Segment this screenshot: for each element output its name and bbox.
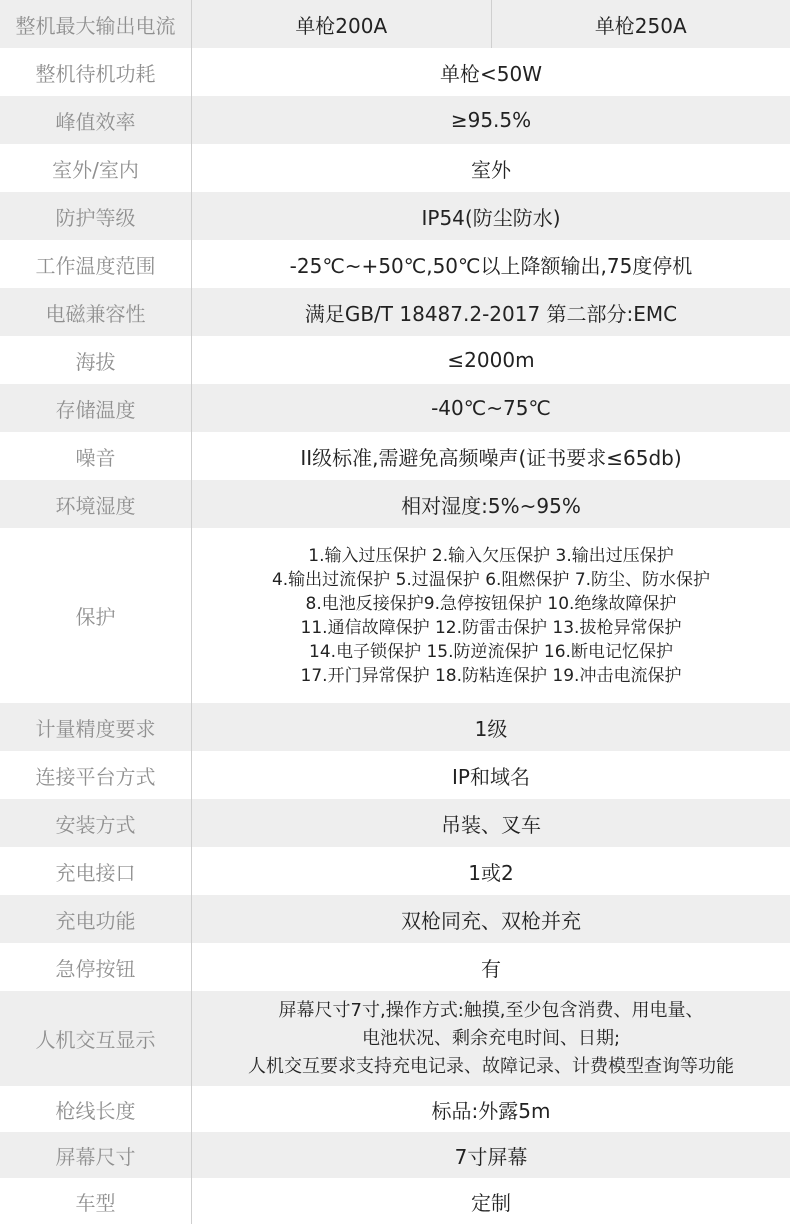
spec-row-operating-temp [0, 240, 790, 288]
spec-value-250a: 单枪250A [491, 0, 790, 48]
spec-label: 连接平台方式 [0, 751, 192, 799]
spec-label: 噪音 [0, 432, 192, 480]
spec-row-emergency-stop [0, 943, 790, 991]
spec-label: 枪线长度 [0, 1086, 192, 1132]
spec-label: 安装方式 [0, 799, 192, 847]
spec-row-hmi-display [0, 991, 790, 1086]
spec-value: 相对湿度:5%~95% [401, 493, 581, 518]
spec-value: ≤2000m [447, 348, 535, 372]
spec-value: 双枪同充、双枪并充 [401, 908, 581, 933]
spec-row-max-current [0, 0, 790, 48]
spec-label: 室外/室内 [0, 144, 192, 192]
spec-value-200a: 单枪200A [295, 13, 388, 38]
spec-label: 保护 [0, 528, 192, 703]
spec-label: 急停按钮 [0, 943, 192, 991]
spec-row-altitude [0, 336, 790, 384]
spec-label: 充电功能 [0, 895, 192, 943]
spec-row-platform-connection [0, 751, 790, 799]
spec-row-cable-length [0, 1086, 790, 1132]
protection-line: 4.输出过流保护 5.过温保护 6.阻燃保护 7.防尘、防水保护 [271, 569, 711, 590]
spec-value: 7寸屏幕 [454, 1144, 528, 1169]
spec-label: 整机待机功耗 [0, 48, 192, 96]
protection-line: 1.输入过压保护 2.输入欠压保护 3.输出过压保护 [308, 545, 674, 566]
spec-row-metering-accuracy [0, 703, 790, 751]
protection-list [272, 544, 710, 688]
hmi-description [248, 997, 734, 1081]
spec-row-noise [0, 432, 790, 480]
spec-value [192, 0, 790, 48]
spec-row-storage-temp [0, 384, 790, 432]
spec-value: 1或2 [468, 860, 514, 885]
spec-label: 人机交互显示 [0, 991, 192, 1086]
protection-line: 11.通信故障保护 12.防雷击保护 13.拔枪异常保护 [300, 617, 682, 638]
spec-value: 满足GB/T 18487.2-2017 第二部分:EMC [304, 301, 678, 326]
spec-row-vehicle-type [0, 1178, 790, 1224]
spec-value: 1级 [474, 716, 508, 741]
spec-row-screen-size [0, 1132, 790, 1178]
spec-value: -25℃~+50℃,50℃以上降额输出,75度停机 [289, 253, 693, 278]
spec-value: 室外 [471, 157, 511, 182]
hmi-line: 屏幕尺寸7寸,操作方式:触摸,至少包含消费、用电量、 [278, 999, 704, 1021]
spec-row-charging-function [0, 895, 790, 943]
spec-value: 定制 [471, 1190, 511, 1215]
spec-value: -40℃~75℃ [431, 396, 551, 420]
spec-label: 车型 [0, 1178, 192, 1224]
protection-line: 14.电子锁保护 15.防逆流保护 16.断电记忆保护 [309, 641, 673, 662]
spec-value [192, 528, 790, 703]
spec-row-charging-port [0, 847, 790, 895]
spec-label: 存储温度 [0, 384, 192, 432]
spec-value: 单枪<50W [440, 61, 542, 86]
spec-label: 屏幕尺寸 [0, 1132, 192, 1178]
spec-value [192, 991, 790, 1086]
protection-line: 17.开门异常保护 18.防粘连保护 19.冲击电流保护 [300, 665, 682, 686]
spec-row-peak-efficiency [0, 96, 790, 144]
spec-row-protection [0, 528, 790, 703]
protection-line: 8.电池反接保护9.急停按钮保护 10.绝缘故障保护 [305, 593, 677, 614]
hmi-line: 电池状况、剩余充电时间、日期; [361, 1027, 621, 1049]
spec-label: 环境湿度 [0, 480, 192, 528]
spec-label: 工作温度范围 [0, 240, 192, 288]
spec-value: IP和域名 [452, 764, 530, 789]
spec-row-humidity [0, 480, 790, 528]
spec-row-protection-grade [0, 192, 790, 240]
spec-label: 防护等级 [0, 192, 192, 240]
spec-row-indoor-outdoor [0, 144, 790, 192]
spec-label: 整机最大输出电流 [0, 0, 192, 48]
spec-value: 标品:外露5m [431, 1098, 551, 1123]
spec-value: II级标准,需避免高频噪声(证书要求≤65db) [300, 445, 682, 470]
spec-row-installation [0, 799, 790, 847]
spec-value: 有 [481, 956, 501, 981]
spec-value: ≥95.5% [450, 108, 532, 132]
spec-row-standby-power [0, 48, 790, 96]
spec-label: 海拔 [0, 336, 192, 384]
spec-row-emc [0, 288, 790, 336]
hmi-line: 人机交互要求支持充电记录、故障记录、计费模型查询等功能 [248, 1055, 734, 1077]
spec-label: 峰值效率 [0, 96, 192, 144]
spec-label: 计量精度要求 [0, 703, 192, 751]
spec-label: 电磁兼容性 [0, 288, 192, 336]
spec-label: 充电接口 [0, 847, 192, 895]
spec-value: IP54(防尘防水) [421, 205, 561, 230]
spec-value: 吊装、叉车 [441, 812, 541, 837]
